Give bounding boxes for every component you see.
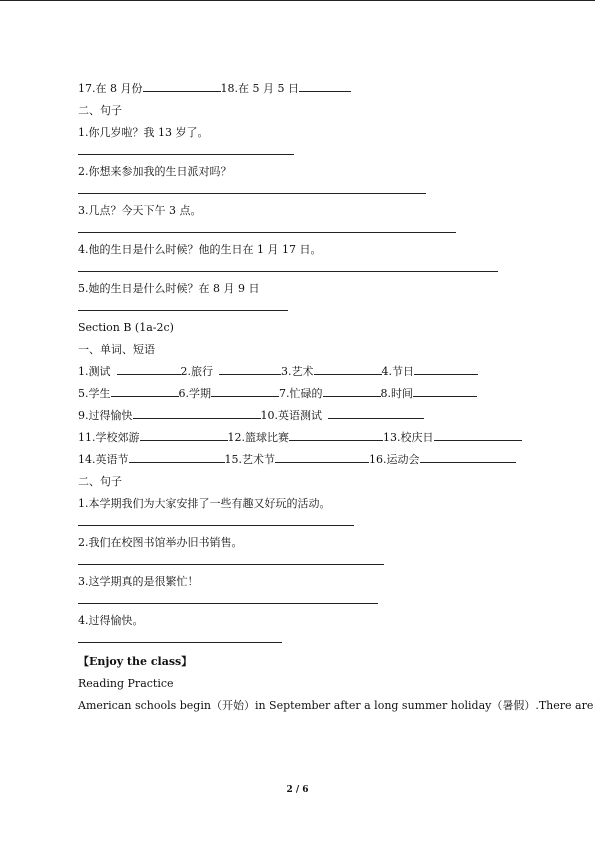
vocab-6-blank[interactable]: [211, 383, 279, 397]
sentence-q1: 1.你几岁啦？我 13 岁了。: [78, 126, 209, 139]
vocab-1-blank[interactable]: [117, 361, 181, 375]
sentences-heading: 二、句子: [78, 104, 122, 117]
vocab-3-blank[interactable]: [314, 361, 382, 375]
vocab-15-blank[interactable]: [275, 449, 369, 463]
vocab-3-label: 3.艺术: [281, 365, 314, 378]
vocab-14-blank[interactable]: [129, 449, 225, 463]
vocab-4-label: 4.节日: [381, 365, 414, 378]
sentence-s3: 3.这学期真的是很繁忙！: [78, 575, 199, 588]
enjoy-class-heading: 【Enjoy the class】: [78, 655, 193, 668]
vocab-row-2: [78, 383, 548, 405]
vocab-row-4: [78, 427, 548, 449]
sentence-s4: 4.过得愉快。: [78, 614, 144, 627]
vocab-12-blank[interactable]: [289, 427, 383, 441]
vocab-1-label: 1.测试: [78, 365, 111, 378]
vocab-7-blank[interactable]: [323, 383, 381, 397]
vocab-7-label: 7.忙碌的: [279, 387, 323, 400]
vocab-heading: 一、单词、短语: [78, 343, 155, 356]
vocab-5-blank[interactable]: [111, 383, 179, 397]
vocab-10-label: 10.英语测试: [260, 409, 322, 422]
sentence-q4: 4.他的生日是什么时候？他的生日在 1 月 17 日。: [78, 243, 322, 256]
vocab-15-label: 15.艺术节: [224, 453, 275, 466]
page-number: 2 / 6: [286, 785, 309, 795]
sentence-q3: 3.几点？今天下午 3 点。: [78, 204, 202, 217]
reading-passage-text: American schools begin（开始）in September after a long summer holiday（暑假）.There are: [78, 699, 594, 712]
sentence-q5: 5.她的生日是什么时候？在 8 月 9 日: [78, 282, 260, 295]
sentence-s2: 2.我们在校图书馆举办旧书销售。: [78, 536, 243, 549]
vocab-13-label: 13.校庆日: [383, 431, 434, 444]
vocab-11-blank[interactable]: [140, 427, 228, 441]
item-17-blank[interactable]: [143, 78, 221, 92]
vocab-13-blank[interactable]: [434, 427, 522, 441]
item-18-label: 18.在 5 月 5 日: [220, 82, 299, 95]
top-border-line: [0, 0, 595, 1]
vocab-14-label: 14.英语节: [78, 453, 129, 466]
vocab-9-label: 9.过得愉快: [78, 409, 133, 422]
vocab-row-5: [78, 449, 548, 471]
section-b-title: Section B (1a-2c): [78, 321, 174, 334]
vocab-11-label: 11.学校郊游: [78, 431, 140, 444]
vocab-10-blank[interactable]: [328, 405, 424, 419]
vocab-12-label: 12.篮球比赛: [227, 431, 289, 444]
section-b-sentences-heading: 二、句子: [78, 475, 122, 488]
sentence-q2: 2.你想来参加我的生日派对吗？: [78, 165, 232, 178]
vocab-row-1: [78, 361, 548, 383]
item-18-blank[interactable]: [299, 78, 351, 92]
vocab-6-label: 6.学期: [178, 387, 211, 400]
vocab-9-blank[interactable]: [133, 405, 261, 419]
sentence-s1: 1.本学期我们为大家安排了一些有趣又好玩的活动。: [78, 497, 331, 510]
top-vocab-row: [78, 78, 548, 100]
vocab-8-blank[interactable]: [413, 383, 477, 397]
vocab-2-label: 2.旅行: [180, 365, 213, 378]
vocab-row-3: [78, 405, 548, 427]
vocab-8-label: 8.时间: [380, 387, 413, 400]
vocab-16-blank[interactable]: [420, 449, 516, 463]
worksheet-page: [78, 78, 594, 717]
reading-practice-subheading: Reading Practice: [78, 677, 174, 690]
item-17-label: 17.在 8 月份: [78, 82, 143, 95]
vocab-5-label: 5.学生: [78, 387, 111, 400]
vocab-16-label: 16.运动会: [369, 453, 420, 466]
vocab-2-blank[interactable]: [219, 361, 281, 375]
vocab-4-blank[interactable]: [414, 361, 478, 375]
